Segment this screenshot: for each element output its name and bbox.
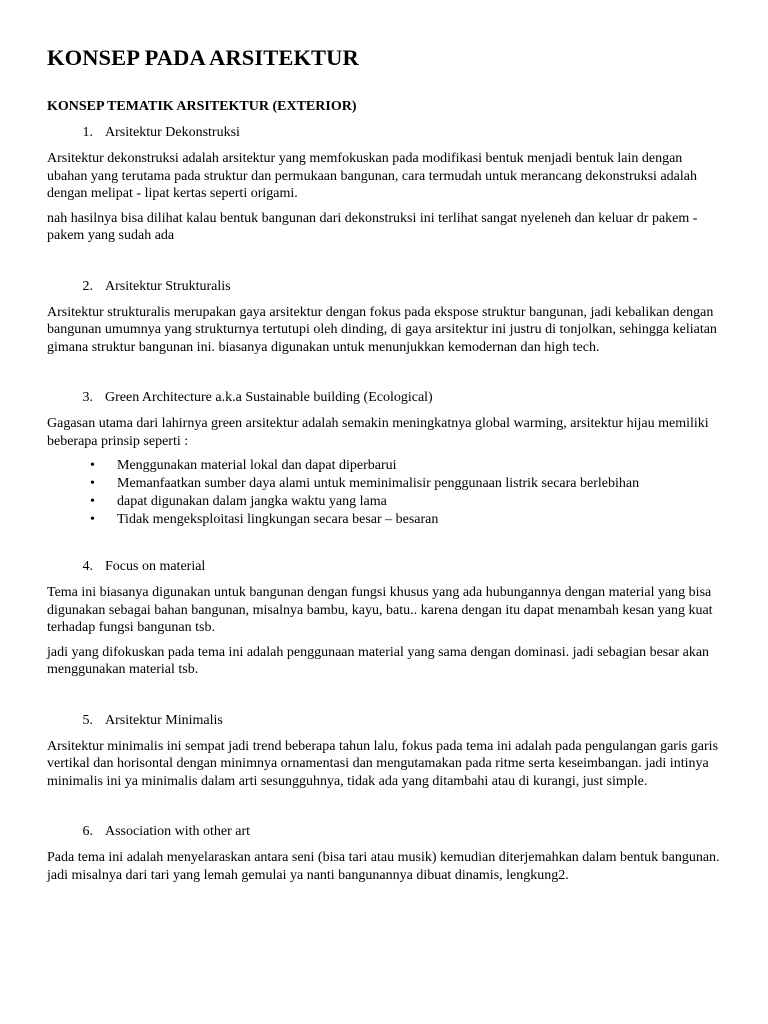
list-item [47,511,720,529]
section-5 [47,712,720,791]
section-number: 4. [82,559,93,574]
section-3 [47,389,720,529]
list-item-text: Memanfaatkan sumber daya alami untuk meminimalisir penggunaan listrik secara berlebihan [117,476,640,491]
bullet-icon: • [90,494,95,509]
document-title: KONSEP PADA ARSITEKTUR [47,45,359,70]
section-1 [47,124,720,245]
section-heading [47,124,720,142]
bullet-icon: • [90,458,95,473]
section-2 [47,278,720,357]
bullet-list [47,457,720,529]
list-item [47,493,720,511]
section-number: 3. [82,390,93,405]
section-heading [47,278,720,296]
section-heading-text: Arsitektur Dekonstruksi [105,125,240,140]
section-heading [47,823,720,841]
section-heading-text: Association with other art [105,824,251,839]
list-item-text: Menggunakan material lokal dan dapat diperbarui [117,458,397,473]
bullet-icon: • [90,512,95,527]
paragraph: Arsitektur dekonstruksi adalah arsitektur yang memfokuskan pada modifikasi bentuk menjadi bentuk lain dengan ubahan yang terutama pada struktur dan permukaan bangunan, cara termudah untuk merancang dekonstruksi adalah dengan melipat - lipat kertas seperti origami. [47,151,697,201]
section-number: 5. [82,712,93,728]
paragraph: Tema ini biasanya digunakan untuk bangunan dengan fungsi khusus yang ada hubungannya dengan material yang bisa digunakan sebagai bahan bangunan, misalnya bambu, kayu, batu.. karena dengan itu dapat menambah kesan yang kuat terhadap fungsi bangunan tsb. [47,585,713,635]
list-item [47,457,720,475]
paragraph: nah hasilnya bisa dilihat kalau bentuk bangunan dari dekonstruksi ini terlihat sangat nyeleneh dan keluar dr pakem - pakem yang sudah ada [47,210,698,243]
section-number: 6. [82,824,93,839]
section-heading-text: Arsitektur Strukturalis [105,278,231,294]
section-heading [47,712,720,730]
document-subtitle: KONSEP TEMATIK ARSITEKTUR (EXTERIOR) [47,99,357,114]
paragraph: Arsitektur strukturalis merupakan gaya arsitektur dengan fokus pada ekspose struktur bangunan, jadi kebalikan dengan bangunan umumnya yang strukturnya tertutupi oleh dinding, di gaya arsitektur ini justru di tonjolkan, sehingga keliatan gimana struktur bangunan ini. biasanya digunakan untuk menunjukkan kemodernan dan high tech. [47,304,717,355]
list-item [47,475,720,493]
paragraph: Gagasan utama dari lahirnya green arsitektur adalah semakin meningkatnya global warming, arsitektur hijau memiliki beberapa prinsip seperti : [47,416,709,449]
section-heading [47,558,720,576]
section-heading-text: Green Architecture a.k.a Sustainable building (Ecological) [105,390,433,405]
section-4 [47,558,720,679]
paragraph: Pada tema ini adalah menyelaraskan antara seni (bisa tari atau musik) kemudian diterjemahkan dalam bentuk bangunan. jadi misalnya dari tari yang lemah gemulai ya nanti bangunannya dibuat dinamis, lengkung2. [47,850,720,883]
section-number: 2. [82,278,93,294]
paragraph: jadi yang difokuskan pada tema ini adalah penggunaan material yang sama dengan dominasi. jadi sebagian besar akan menggunakan material tsb. [47,644,710,677]
section-heading-text: Focus on material [105,559,206,574]
bullet-icon: • [90,476,95,491]
section-heading [47,389,720,407]
list-item-text: dapat digunakan dalam jangka waktu yang lama [117,494,387,509]
paragraph: Arsitektur minimalis ini sempat jadi trend beberapa tahun lalu, fokus pada tema ini adalah pada pengulangan garis garis vertikal dan horisontal dengan minimnya ornamentasi dan mengutamakan pada ritme serta keseimbangan. jadi intinya minimalis ini ya minimalis dalam arti sesungguhnya, tidak ada yang ditambahi atau di kurangi, just simple. [47,738,719,789]
section-number: 1. [82,125,93,140]
list-item-text: Tidak mengeksploitasi lingkungan secara besar – besaran [117,512,439,527]
section-heading-text: Arsitektur Minimalis [105,712,223,728]
section-6 [47,823,720,884]
